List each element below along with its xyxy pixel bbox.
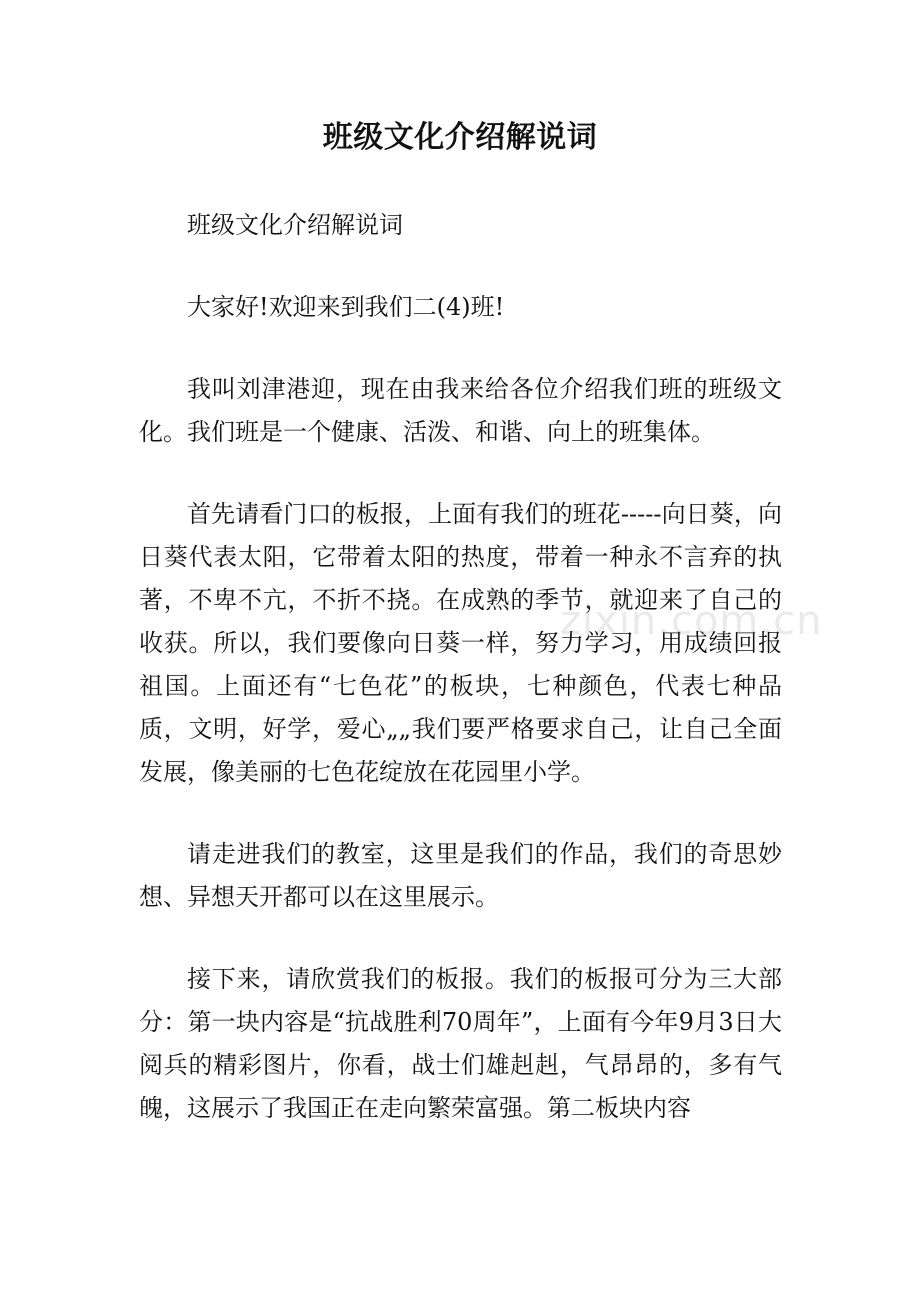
paragraph-introduction: 我叫刘津港迎，现在由我来给各位介绍我们班的班级文化。我们班是一个健康、活泼、和谐、向上的班集体。 [139, 375, 782, 446]
document-body [139, 204, 782, 1169]
paragraph-blackboard-sunflower: 首先请看门口的板报，上面有我们的班花-----向日葵，向日葵代表太阳，它带着太阳的热度，带着一种永不言弃的执著，不卑不亢，不折不挠。在成熟的季节，就迎来了自己的收获。所以，我们要像向日葵一样，努力学习，用成绩回报祖国。上面还有“七色花”的板块，七种颜色，代表七种品质，文明，好学，爱心„„我们要严格要求自己，让自己全面发展，像美丽的七色花绽放在花园里小学。 [139, 500, 782, 786]
paragraph-classroom: 请走进我们的教室，这里是我们的作品，我们的奇思妙想、异想天开都可以在这里展示。 [139, 840, 782, 911]
watermark: zixin.com.cn [560, 598, 823, 644]
paragraph-greeting: 大家好!欢迎来到我们二(4)班! [187, 293, 505, 321]
document-title: 班级文化介绍解说词 [322, 120, 598, 155]
paragraph-heading: 班级文化介绍解说词 [187, 211, 403, 239]
paragraph-blackboard-sections: 接下来，请欣赏我们的板报。我们的板报可分为三大部分：第一块内容是“抗战胜利70周年”，上面有今年9月3日大阅兵的精彩图片，你看，战士们雄赳赳，气昂昂的，多有气魄，这展示了我国正在走向繁荣富强。第二板块内容 [139, 965, 782, 1122]
